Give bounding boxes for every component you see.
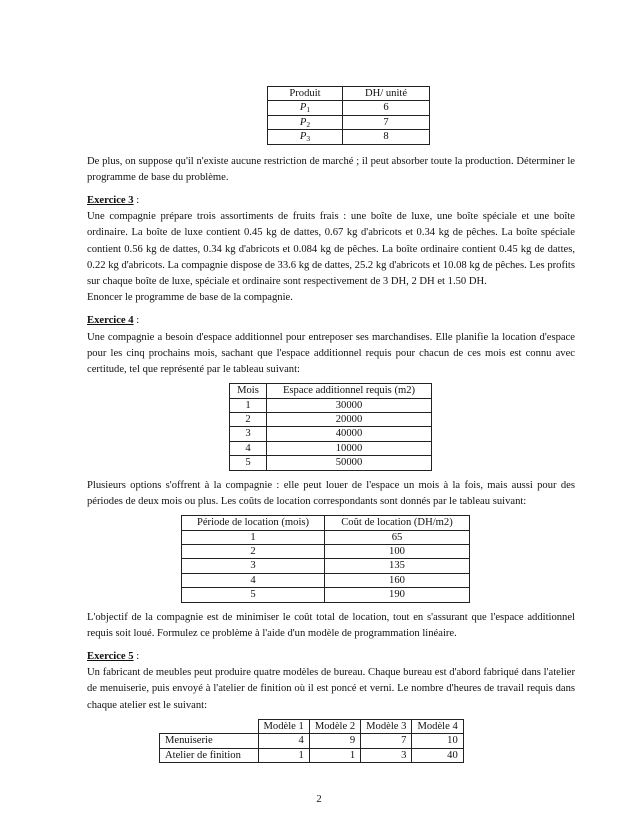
table-cell: 8 [343,130,430,144]
paragraph: Un fabricant de meubles peut produire quatre modèles de bureau. Chaque bureau est d'abord fabriqué dans l'atelier de menuiserie, puis envoyé à l'atelier de finition où il est poncé et verni. Le nombre d'heures de travail requis dans chaque atelier est le suivant: [87,667,575,711]
table-row [182,588,470,602]
exercise-heading: Exercice 5 : [87,650,140,662]
exercise-title: Exercice 4 [87,315,134,327]
table-header-cell: DH/ unité [343,87,430,101]
table-cell: 3 [361,748,412,762]
table-cell: 160 [325,573,470,587]
table-cell: 135 [325,559,470,573]
table-cell: $P_1$ [268,101,343,115]
table-header-cell: Modèle 2 [309,719,360,733]
table-row [182,573,470,587]
table-cell: 5 [230,456,267,470]
table-cell: 10 [412,734,463,748]
table-cell: 9 [309,734,360,748]
table-cell: 1 [182,530,325,544]
table-header-cell: Période de location (mois) [182,516,325,530]
table-header-cell: Produit [268,87,343,101]
table-cell: 190 [325,588,470,602]
table-header-cell: Coût de location (DH/m2) [325,516,470,530]
table-row [230,441,432,455]
document-page [87,86,575,763]
paragraph: De plus, on suppose qu'il n'existe aucune restriction de marché ; il peut absorber toute la production. Déterminer le programme de base du problème. [87,155,575,183]
table-cell: 7 [343,115,430,129]
table-cell: 4 [230,441,267,455]
workshop-hours-table [159,719,464,763]
paragraph: Une compagnie prépare trois assortiments de fruits frais : une boîte de luxe, une boîte spéciale et une boîte ordinaire. La boîte de luxe contient 0.45 kg de dattes, 0.67 kg d'abricots et 0.34 kg de pêches. La boîte spéciale contient 0.56 kg de dattes, 0.34 kg d'abricots et 0.084 kg de pêches. La boîte ordinaire contient 0.45 kg de dattes, 0.22 kg d'abricots. La compagnie dispose de 33.6 kg de dattes, 25.2 kg d'abricots et 10.08 kg de pêches. Les profits sur chaque boîte de luxe, spéciale et ordinaire sont respectivement de 3 DH, 2 DH et 1.50 DH. [87,211,575,288]
table-cell: 1 [258,748,309,762]
table-row [230,427,432,441]
table-cell: 6 [343,101,430,115]
table-row [160,734,464,748]
table-header-cell: Modèle 3 [361,719,412,733]
table-header-cell: Espace additionnel requis (m2) [267,384,432,398]
table-cell: 2 [182,544,325,558]
table-cell: 1 [309,748,360,762]
table-cell: 100 [325,544,470,558]
table-row [268,115,430,129]
table-cell: $P_3$ [268,130,343,144]
product-price-table [267,86,430,145]
table-header-row [268,87,430,101]
table-cell: 20000 [267,413,432,427]
table-cell: 3 [182,559,325,573]
table-cell: 50000 [267,456,432,470]
table-header-cell: Modèle 1 [258,719,309,733]
table-row [182,559,470,573]
page-number: 2 [316,794,322,805]
paragraph: Plusieurs options s'offrent à la compagnie : elle peut louer de l'espace un mois à la fois, mais aussi pour des périodes de deux mois ou plus. Les coûts de location correspondants sont donnés par le tableau suivant: [87,479,575,507]
table-cell: 2 [230,413,267,427]
table-cell: $P_2$ [268,115,343,129]
paragraph: Une compagnie a besoin d'espace additionnel pour entreposer ses marchandises. Elle planifie la location d'espace pour les cinq prochains mois, sachant que l'espace additionnel requis pour chacun de ces mois est connu avec certitude, tel que représenté par le tableau suivant: [87,331,575,376]
table-cell: 40 [412,748,463,762]
paragraph: L'objectif de la compagnie est de minimiser le coût total de location, tout en s'assurant que l'espace additionnel requis soit loué. Formulez ce problème à l'aide d'un modèle de programmation linéaire. [87,611,575,639]
paragraph: Enoncer le programme de base de la compagnie. [87,292,293,304]
table-cell: 4 [258,734,309,748]
table-cell: 4 [182,573,325,587]
table-row [268,130,430,144]
table-row [230,413,432,427]
table-header-row [160,719,464,733]
table-cell: Menuiserie [160,734,259,748]
exercise-heading: Exercice 3 : [87,195,140,207]
table-row [230,398,432,412]
table-cell: 5 [182,588,325,602]
table-header-row [230,384,432,398]
table-cell: 65 [325,530,470,544]
exercise-title: Exercice 5 [87,650,134,662]
table-cell: Atelier de finition [160,748,259,762]
table-cell: 40000 [267,427,432,441]
table-row [268,101,430,115]
table-row [182,544,470,558]
table-cell: 7 [361,734,412,748]
space-required-table [229,383,432,470]
table-cell: 10000 [267,441,432,455]
table-header-cell [160,719,259,733]
table-header-row [182,516,470,530]
table-cell: 30000 [267,398,432,412]
table-row [230,456,432,470]
table-cell: 1 [230,398,267,412]
table-header-cell: Modèle 4 [412,719,463,733]
table-row [160,748,464,762]
exercise-title: Exercice 3 [87,195,134,207]
table-cell: 3 [230,427,267,441]
table-header-cell: Mois [230,384,267,398]
table-row [182,530,470,544]
exercise-heading: Exercice 4 : [87,315,140,327]
rental-cost-table [181,515,470,602]
